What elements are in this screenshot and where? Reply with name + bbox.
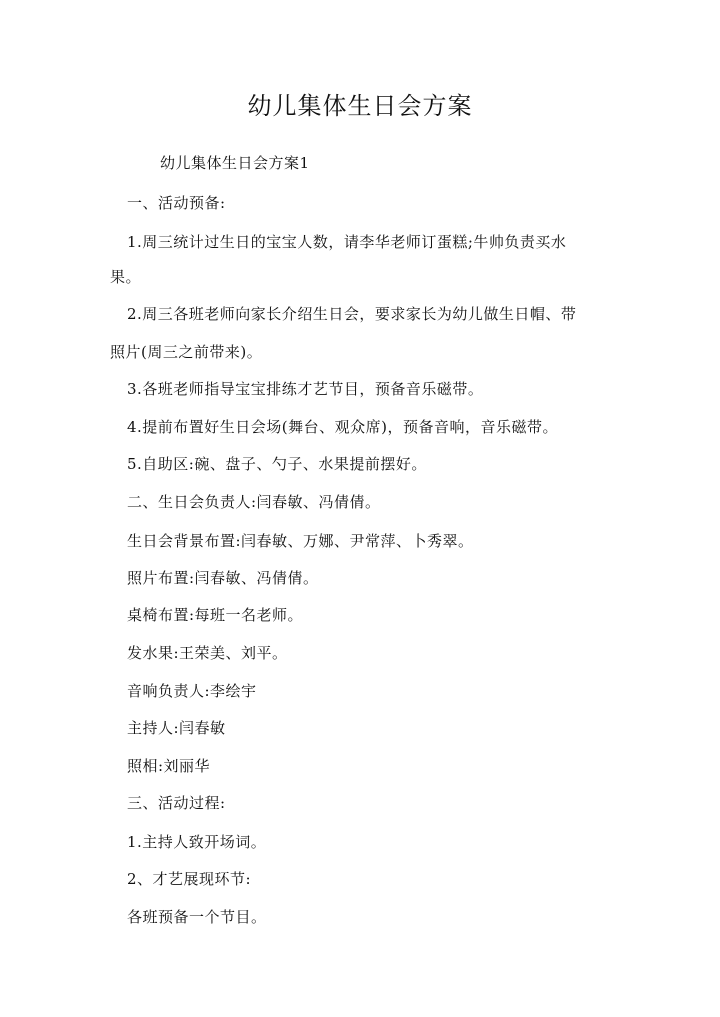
- paragraph-line: 1.周三统计过生日的宝宝人数，请李华老师订蛋糕;牛帅负责买水: [127, 233, 567, 251]
- paragraph-line: 4.提前布置好生日会场(舞台、观众席)，预备音响，音乐磁带。: [127, 418, 559, 436]
- paragraph-line: 各班预备一个节目。: [127, 908, 267, 926]
- paragraph-line: 3.各班老师指导宝宝排练才艺节目，预备音乐磁带。: [127, 380, 484, 398]
- document-title: 幼儿集体生日会方案: [247, 92, 473, 120]
- paragraph-line: 果。: [110, 268, 142, 286]
- paragraph-line: 主持人:闫春敏: [127, 719, 226, 737]
- paragraph-line: 照片(周三之前带来)。: [110, 343, 263, 361]
- paragraph-line: 生日会背景布置:闫春敏、万娜、尹常萍、卜秀翠。: [127, 532, 474, 550]
- paragraph-line: 1.主持人致开场词。: [127, 833, 267, 851]
- paragraph-line: 2、才艺展现环节:: [127, 870, 252, 888]
- paragraph-line: 发水果:王荣美、刘平。: [127, 644, 288, 662]
- paragraph-line: 桌椅布置:每班一名老师。: [127, 606, 304, 624]
- paragraph-line: 5.自助区:碗、盘子、勺子、水果提前摆好。: [127, 455, 427, 473]
- paragraph-line: 照相:刘丽华: [127, 757, 211, 775]
- paragraph-line: 三、活动过程:: [127, 794, 226, 812]
- paragraph-line: 一、活动预备:: [127, 194, 226, 212]
- paragraph-line: 音响负责人:李绘宇: [127, 682, 257, 700]
- paragraph-line: 二、生日会负责人:闫春敏、冯倩倩。: [127, 493, 381, 511]
- paragraph-line: 2.周三各班老师向家长介绍生日会，要求家长为幼儿做生日帽、带: [127, 305, 577, 323]
- paragraph-line: 照片布置:闫春敏、冯倩倩。: [127, 569, 319, 587]
- document-subtitle: 幼儿集体生日会方案1: [160, 154, 310, 172]
